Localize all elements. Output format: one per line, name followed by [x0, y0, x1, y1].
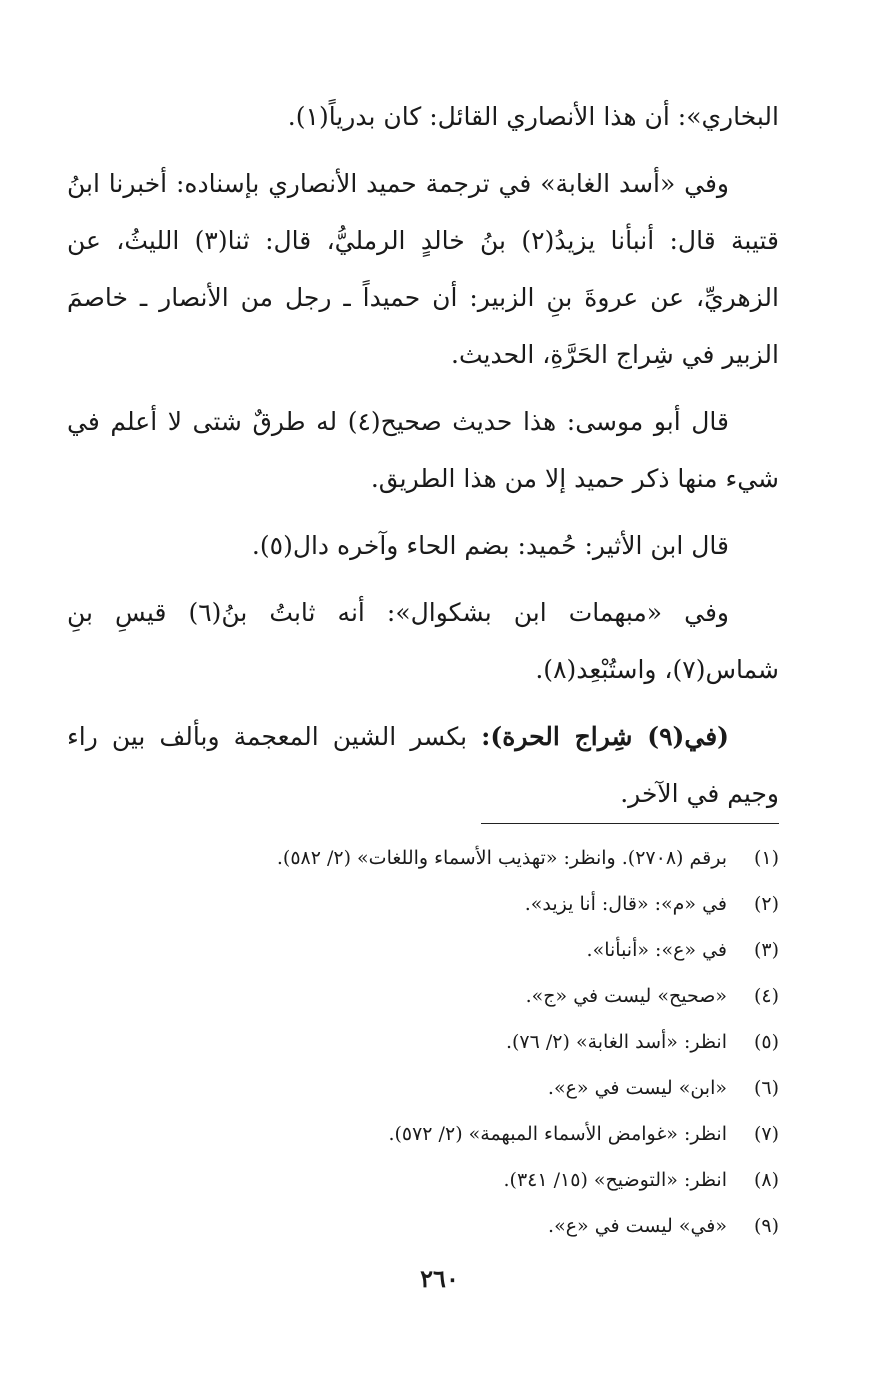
footnote-number: (٧)	[753, 1123, 779, 1145]
footnote-text: انظر: «التوضيح» (١٥/ ٣٤١).	[503, 1169, 727, 1191]
footnotes-list	[67, 835, 779, 1249]
footnote-number: (٣)	[753, 939, 779, 961]
footnote-number: (١)	[753, 847, 779, 869]
paragraph-3: قال أبو موسى: هذا حديث صحيح(٤) له طرقٌ شتى لا أعلم في شيء منها ذكر حميد إلا من هذا الطريق.	[67, 407, 779, 493]
footnote-number: (٩)	[753, 1215, 779, 1237]
footnote-item	[67, 1065, 779, 1111]
footnote-item	[67, 1019, 779, 1065]
footnote-number: (٥)	[753, 1031, 779, 1053]
footnote-divider	[481, 823, 779, 824]
footnote-number: (٤)	[753, 985, 779, 1007]
footnote-text: برقم (٢٧٠٨). وانظر: «تهذيب الأسماء واللغات» (٢/ ٥٨٢).	[276, 847, 727, 869]
footnote-text: انظر: «غوامض الأسماء المبهمة» (٢/ ٥٧٢).	[388, 1123, 727, 1145]
footnote-item	[67, 835, 779, 881]
footnote-text: «ابن» ليست في «ع».	[547, 1077, 727, 1099]
paragraph-6-lead: (في(٩) شِراج الحرة):	[481, 722, 729, 751]
footnote-item	[67, 927, 779, 973]
footnote-text: انظر: «أسد الغابة» (٢/ ٧٦).	[505, 1031, 727, 1053]
footnote-number: (٦)	[753, 1077, 779, 1099]
page-number: ٢٦٠	[420, 1264, 459, 1293]
footnote-number: (٨)	[753, 1169, 779, 1191]
footnote-item	[67, 1111, 779, 1157]
paragraph-4: قال ابن الأثير: حُميد: بضم الحاء وآخره دال(٥).	[251, 531, 729, 560]
footnote-text: «صحيح» ليست في «ج».	[525, 985, 727, 1007]
paragraph-6-rest: بكسر الشين المعجمة وبألف بين راء وجيم في الآخر.	[67, 722, 779, 808]
footnote-item	[67, 1203, 779, 1249]
footnote-text: في «م»: «قال: أنا يزيد».	[524, 893, 727, 915]
footnote-item	[67, 881, 779, 927]
footnote-item	[67, 1157, 779, 1203]
footnote-text: في «ع»: «أنبأنا».	[586, 939, 727, 961]
footnote-item	[67, 973, 779, 1019]
paragraph-6	[67, 708, 779, 822]
paragraph-1: البخاري»: أن هذا الأنصاري القائل: كان بدرياً(١).	[287, 102, 779, 131]
footnote-text: «في» ليست في «ع».	[548, 1215, 727, 1237]
footnote-number: (٢)	[753, 893, 779, 915]
paragraph-5: وفي «مبهمات ابن بشكوال»: أنه ثابتُ بنُ(٦) قيسِ بنِ شماس(٧)، واستُبْعِد(٨).	[67, 598, 779, 684]
main-text	[67, 88, 779, 822]
paragraph-2: وفي «أسد الغابة» في ترجمة حميد الأنصاري بإسناده: أخبرنا ابنُ قتيبة قال: أنبأنا يزيدُ(٢) بنُ خالدٍ الرمليُّ، قال: ثنا(٣) الليثُ، عن الزهريِّ، عن عروةَ بنِ الزبير: أن حميداً ـ رجل من الأنصار ـ خاصمَ الزبير في شِراج الحَرَّةِ، الحديث.	[67, 169, 779, 369]
